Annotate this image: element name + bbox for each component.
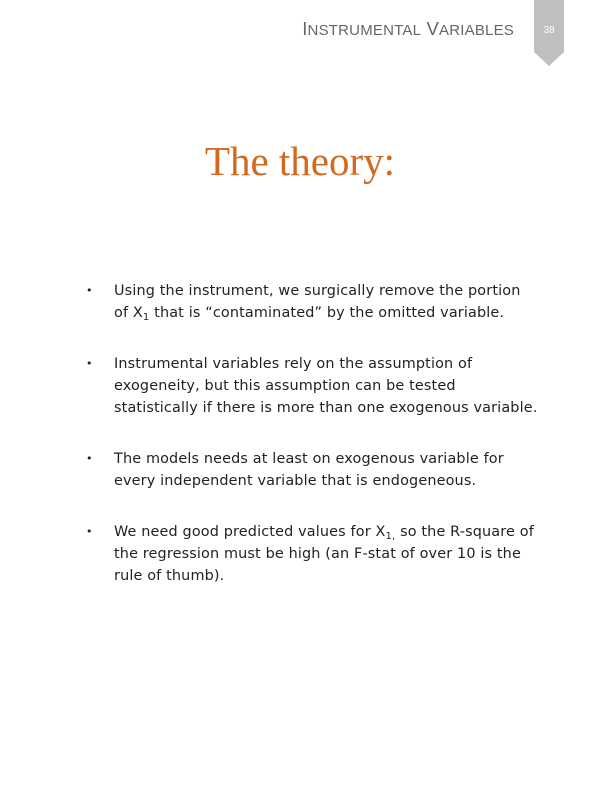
bullet-3-line-2: every independent variable that is endogeneous. <box>114 473 477 489</box>
bullet-1-line-2-pre: of X <box>114 305 143 321</box>
bullet-4-line-3: rule of thumb). <box>114 568 225 584</box>
bullet-1-line-1: Using the instrument, we surgically remove the portion <box>114 283 521 299</box>
bullet-1-line-2-post: that is “contaminated” by the omitted variable. <box>149 305 505 321</box>
bullet-4-subscript: 1, <box>385 531 396 542</box>
page-number: 38 <box>543 25 555 36</box>
bullet-4-line-1-pre: We need good predicted values for X <box>114 524 386 540</box>
bullet-2-line-3: statistically if there is more than one exogenous variable. <box>114 400 538 416</box>
header-title-initial-2: V <box>426 18 440 39</box>
bullet-2-line-1: Instrumental variables rely on the assumption of <box>114 356 473 372</box>
header-title <box>0 18 514 40</box>
bullet-1-subscript: 1 <box>142 312 150 323</box>
bullet-text-4 <box>114 521 544 587</box>
bullet-text-3 <box>114 448 544 492</box>
bullet-4-line-1 <box>114 521 544 543</box>
slide-title: The theory: <box>204 138 396 184</box>
bullet-marker: • <box>86 452 93 465</box>
bullet-marker: • <box>86 525 93 538</box>
header-title-initial-1: I <box>302 18 308 39</box>
bullet-text-2 <box>114 353 544 419</box>
bullet-marker: • <box>86 284 93 297</box>
bullet-marker: • <box>86 357 93 370</box>
bullet-3-line-1: The models needs at least on exogenous variable for <box>114 451 504 467</box>
header-title-rest-1: NSTRUMENTAL <box>307 22 422 39</box>
header-title-rest-2: ARIABLES <box>439 22 514 39</box>
bullet-2-line-2: exogeneity, but this assumption can be tested <box>114 378 456 394</box>
bullet-4-line-1-post: so the R-square of <box>395 524 534 540</box>
bullet-1-line-2 <box>114 302 544 324</box>
bullet-4-line-2: the regression must be high (an F-stat of over 10 is the <box>114 546 521 562</box>
bullet-text-1 <box>114 280 544 324</box>
